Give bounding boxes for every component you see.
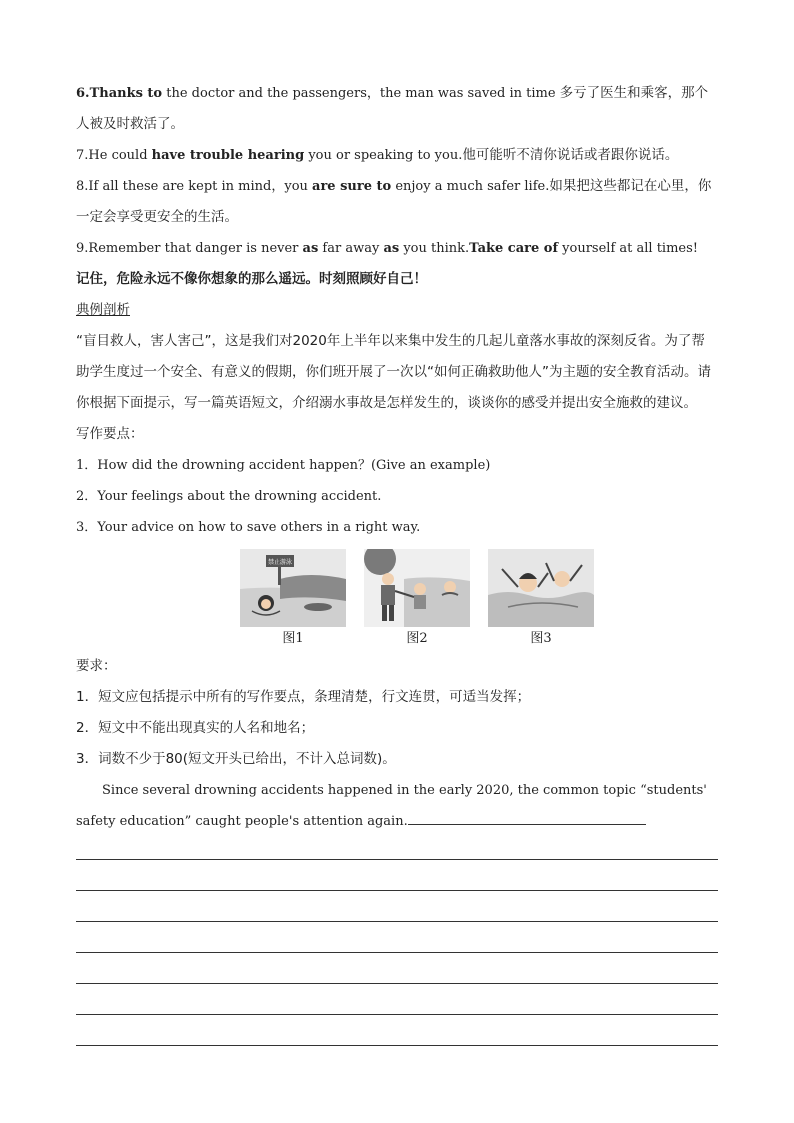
sentence-text: yourself at all times! <box>558 241 699 256</box>
writing-point: 3．Your advice on how to save others in a right way. <box>76 520 421 535</box>
figure-row <box>240 549 718 647</box>
key-phrase: are sure to <box>312 179 392 194</box>
sentence-text: you think. <box>399 241 470 256</box>
requirement: 3．词数不少于80(短文开头已给出，不计入总词数)。 <box>76 751 396 767</box>
sentence-8 <box>76 171 718 233</box>
document-page <box>76 78 718 1046</box>
answer-line[interactable] <box>76 1045 718 1046</box>
requirement: 2．短文中不能出现真实的人名和地名； <box>76 720 315 736</box>
sentence-6 <box>76 78 718 140</box>
item-number: 7. <box>76 148 89 163</box>
translation: 多亏了医生和乘客，那个人被及时救活了。 <box>76 85 709 132</box>
no-swimming-illustration <box>240 549 346 627</box>
figure-caption: 图2 <box>406 631 428 646</box>
points-label: 写作要点： <box>76 426 144 442</box>
item-number: 9. <box>76 241 89 256</box>
sentence-text: enjoy a much safer life. <box>391 179 550 194</box>
sentence-text: you or speaking to you. <box>304 148 463 163</box>
translation: 记住，危险永远不像你想象的那么遥远。时刻照顾好自己！ <box>76 271 427 287</box>
sentence-text: He could <box>88 148 152 163</box>
answer-line[interactable] <box>76 921 718 922</box>
key-phrase: as <box>302 241 319 256</box>
figure-caption: 图3 <box>530 631 552 646</box>
writing-point: 1．How did the drowning accident happen？(Give an example) <box>76 458 491 473</box>
answer-line[interactable] <box>76 983 718 984</box>
sentence-9 <box>76 233 718 264</box>
writing-point: 2．Your feelings about the drowning accident. <box>76 489 382 504</box>
requirement: 1．短文应包括提示中所有的写作要点，条理清楚，行文连贯，可适当发挥； <box>76 689 531 705</box>
figure-3 <box>488 549 594 647</box>
answer-line[interactable] <box>76 1014 718 1015</box>
translation: 如果把这些都记在心里，你一定会享受更安全的生活。 <box>76 178 712 225</box>
answer-line[interactable] <box>76 952 718 953</box>
opening-text: Since several drowning accidents happened in the early 2020, the common topic “students' safety education” caught people's attention again. <box>76 783 707 829</box>
key-phrase: as <box>383 241 400 256</box>
rescue-attempt-illustration <box>364 549 470 627</box>
requirements-label: 要求： <box>76 658 117 674</box>
sentence-text: far away <box>318 241 384 256</box>
sentence-text: Remember that danger is never <box>88 241 303 256</box>
item-number: 6. <box>76 86 90 101</box>
section-title: 典例剖析 <box>76 302 130 318</box>
sentence-text: If all these are kept in mind，you <box>88 179 313 194</box>
answer-blank[interactable] <box>408 812 646 825</box>
key-phrase: Take care of <box>469 241 559 256</box>
answer-line[interactable] <box>76 859 718 860</box>
item-number: 8. <box>76 179 89 194</box>
sign-text: 禁止游泳 <box>267 559 293 566</box>
figure-2 <box>364 549 470 647</box>
answer-line[interactable] <box>76 890 718 891</box>
figure-caption: 图1 <box>282 631 304 646</box>
translation: 他可能听不清你说话或者跟你说话。 <box>462 147 679 163</box>
task-intro: “盲目救人，害人害己”，这是我们对2020年上半年以来集中发生的几起儿童落水事故的深刻反省。为了帮助学生度过一个安全、有意义的假期，你们班开展了一次以“如何正确救助他人”为主题的安全教育活动。请你根据下面提示，写一篇英语短文，介绍溺水事故是怎样发生的，谈谈你的感受并提出安全施救的建议。 <box>76 333 711 411</box>
essay-opening <box>76 775 718 837</box>
sentence-7 <box>76 140 718 171</box>
answer-lines <box>76 859 718 1046</box>
key-phrase: Thanks to <box>89 86 163 101</box>
figure-1 <box>240 549 346 647</box>
drowning-illustration <box>488 549 594 627</box>
sentence-text: the doctor and the passengers，the man was saved in time <box>162 86 560 101</box>
key-phrase: have trouble hearing <box>151 148 305 163</box>
